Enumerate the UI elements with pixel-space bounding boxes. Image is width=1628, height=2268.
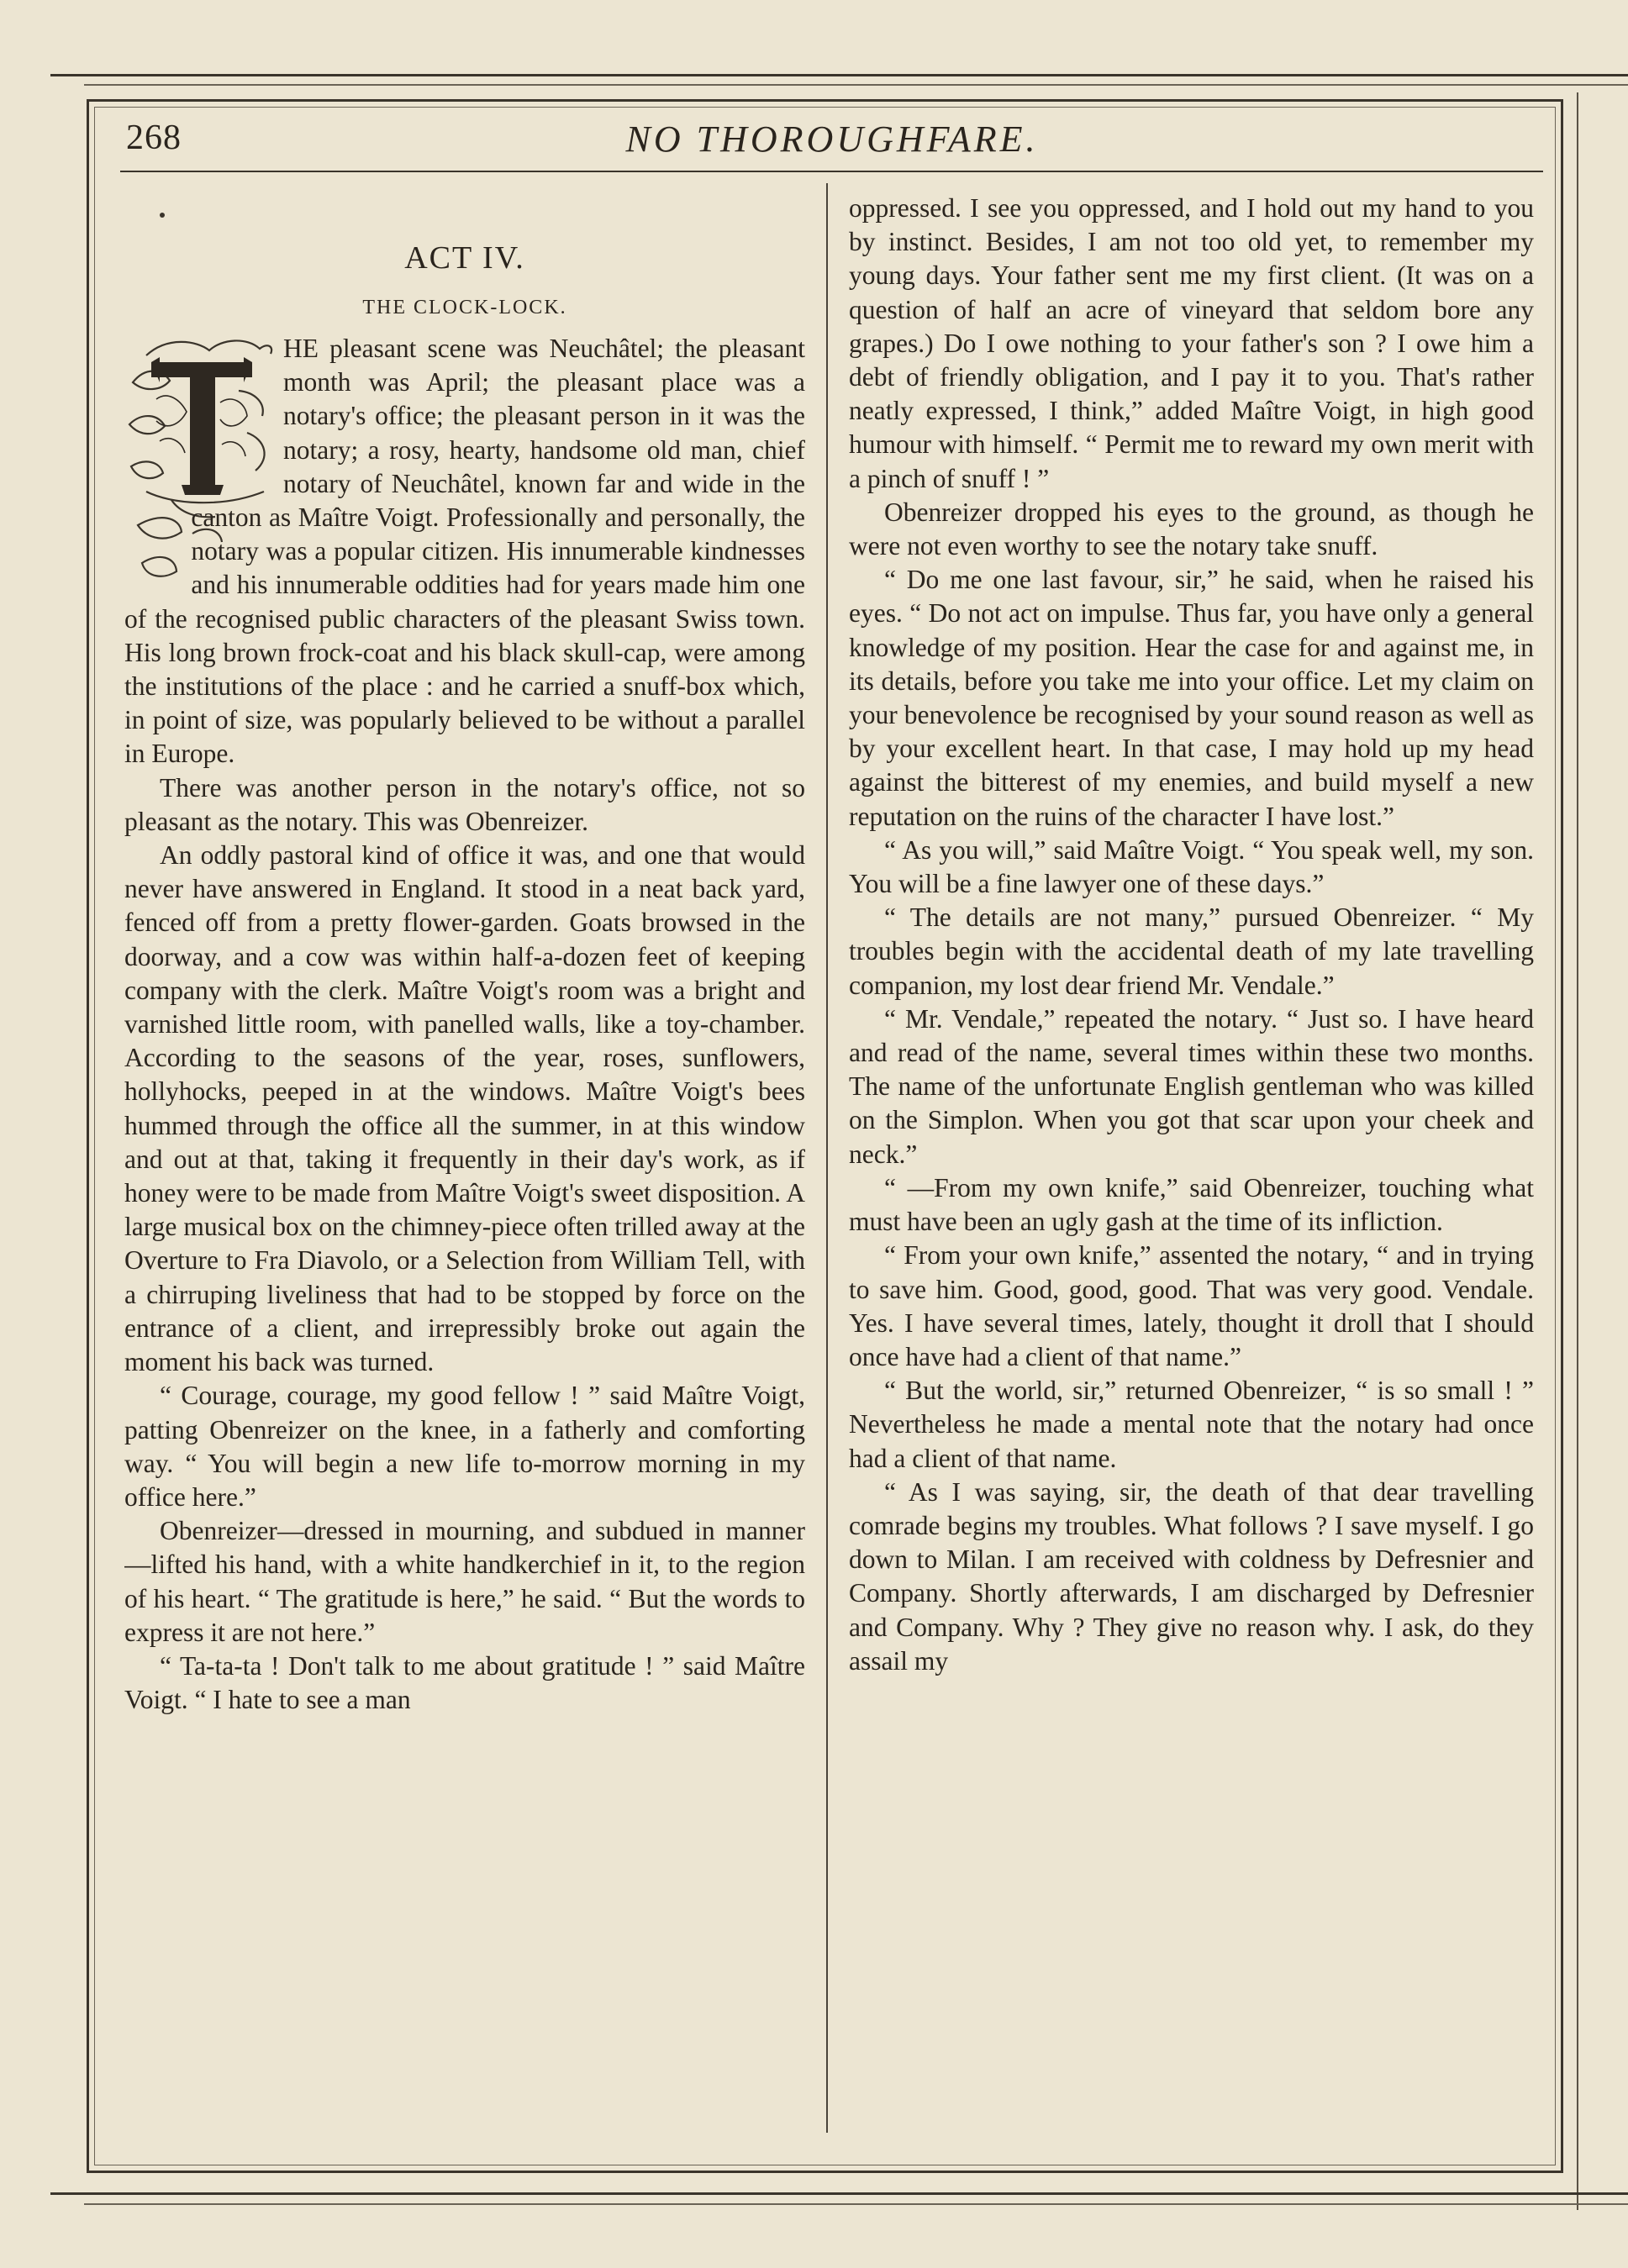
paragraph: “ Do me one last favour, sir,” he said, when he raised his eyes. “ Do not act on impulse. Thus far, you have only a general knowledge of my position. Hear the case for and against me, in its details, before you take me into your office. Let my claim on your benevolence be recognised by your sound reason as well as by your excellent heart. In that case, I may hold up my head against the bitterest of my enemies, and build myself a new reputation on the ruins of the character I have lost.”	[849, 565, 1534, 831]
paragraph: “ —From my own knife,” said Obenreizer, touching what must have been an ugly gash at the time of its infliction.	[849, 1172, 1534, 1237]
right-column	[849, 192, 1534, 2158]
paragraph: “ The details are not many,” pursued Obenreizer. “ My troubles begin with the accidental death of my late travelling companion, my lost dear friend Mr. Vendale.”	[849, 902, 1534, 1000]
paragraph: There was another person in the notary's office, not so pleasant as the notary. This was Obenreizer.	[124, 772, 805, 836]
act-heading: ACT IV.	[404, 240, 525, 276]
outer-rule-right	[1577, 92, 1578, 2210]
column-divider	[826, 183, 828, 2133]
paragraph: “ Mr. Vendale,” repeated the notary. “ Just so. I have heard and read of the name, several times within these two months. The name of the unfortunate English gentleman who was killed on the Simplon. When you got that scar upon your cheek and neck.”	[849, 1003, 1534, 1169]
header-rule	[120, 171, 1543, 172]
chapter-title: THE CLOCK-LOCK.	[362, 297, 567, 318]
paragraph: “ Courage, courage, my good fellow ! ” said Maître Voigt, patting Obenreizer on the knee, in a fatherly and comforting way. “ You will begin a new life to-morrow morning in my office here.”	[124, 1381, 805, 1512]
paragraph: Obenreizer dropped his eyes to the ground, as though he were not even worthy to see the notary take snuff.	[849, 497, 1534, 561]
outer-rule-bottom	[50, 2192, 1628, 2195]
paragraph: Obenreizer—dressed in mourning, and subdued in manner—lifted his hand, with a white handkerchief in it, to the region of his heart. “ The gratitude is here,” he said. “ But the words to express it are not here.”	[124, 1516, 805, 1647]
page-number: 268	[126, 118, 182, 157]
left-column	[124, 181, 805, 2147]
outer-rule-bottom-inner	[84, 2203, 1628, 2205]
paragraph: oppressed. I see you oppressed, and I hold out my hand to you by instinct. Besides, I am not too old yet, to remember my young days. Your father sent me my first client. (It was on a question of half an acre of vineyard that seldom bore any grapes.) Do I owe nothing to your father's son ? I owe him a debt of friendly obligation, and I pay it to you. That's rather neatly expressed, I think,” added Maître Voigt, in high good humour with himself. “ Permit me to reward my own merit with a pinch of snuff ! ”	[849, 193, 1534, 493]
paragraph: “ As I was saying, sir, the death of that dear travelling comrade begins my troubles. What follows ? I save myself. I go down to Milan. I am received with coldness by Defresnier and Company. Shortly afterwards, I am discharged by Defresnier and Company. Why ? They give no reason why. I ask, do they assail my	[849, 1476, 1534, 1676]
paragraph: An oddly pastoral kind of office it was, and one that would never have answered in England. It stood in a neat back yard, fenced off from a pretty flower-garden. Goats browsed in the doorway, and a cow was within half-a-dozen feet of keeping company with the clerk. Maître Voigt's room was a bright and varnished little room, with panelled walls, like a toy-chamber. According to the seasons of the year, roses, sunflowers, hollyhocks, peeped in at the windows. Maître Voigt's bees hummed through the office all the summer, in at this window and out at that, taking it frequently in their day's work, as if honey were to be made from Maître Voigt's sweet disposition. A large musical box on the chimney-piece often trilled away at the Overture to Fra Diavolo, or a Selection from William Tell, with a chirruping liveliness that had to be stopped by force on the entrance of a client, and irrepressibly broke out again the moment his back was turned.	[124, 840, 805, 1377]
page-edge-top	[50, 74, 1628, 76]
paragraph: “ From your own knife,” assented the notary, “ and in trying to save him. Good, good, good. That was very good. Vendale. Yes. I have several times, lately, thought it droll that I should once have had a client of that name.”	[849, 1240, 1534, 1371]
paragraph: HE pleasant scene was Neuchâtel; the pleasant month was April; the pleasant place was a notary's office; the pleasant person in it was the notary; a rosy, hearty, handsome old man, chief notary of Neuchâtel, known far and wide in the canton as Maître Voigt. Professionally and personally, the notary was a popular citizen. His innumerable kindnesses and his innumerable oddities had for years made him one of the recognised public characters of the pleasant Swiss town. His long brown frock-coat and his black skull-cap, were among the institutions of the place : and he carried a snuff-box which, in point of size, was popularly believed to be without a parallel in Europe.	[124, 334, 805, 769]
paragraph: “ As you will,” said Maître Voigt. “ You speak well, my son. You will be a fine lawyer one of these days.”	[849, 834, 1534, 899]
running-title: NO THOROUGHFARE.	[625, 118, 1039, 160]
paragraph: “ Ta-ta-ta ! Don't talk to me about gratitude ! ” said Maître Voigt. “ I hate to see a man	[124, 1650, 805, 1715]
page-edge-top-inner	[84, 84, 1628, 86]
running-head	[122, 118, 1542, 168]
paragraph: “ But the world, sir,” returned Obenreizer, “ is so small ! ” Nevertheless he made a mental note that the notary had once had a client of that name.	[849, 1376, 1534, 1473]
